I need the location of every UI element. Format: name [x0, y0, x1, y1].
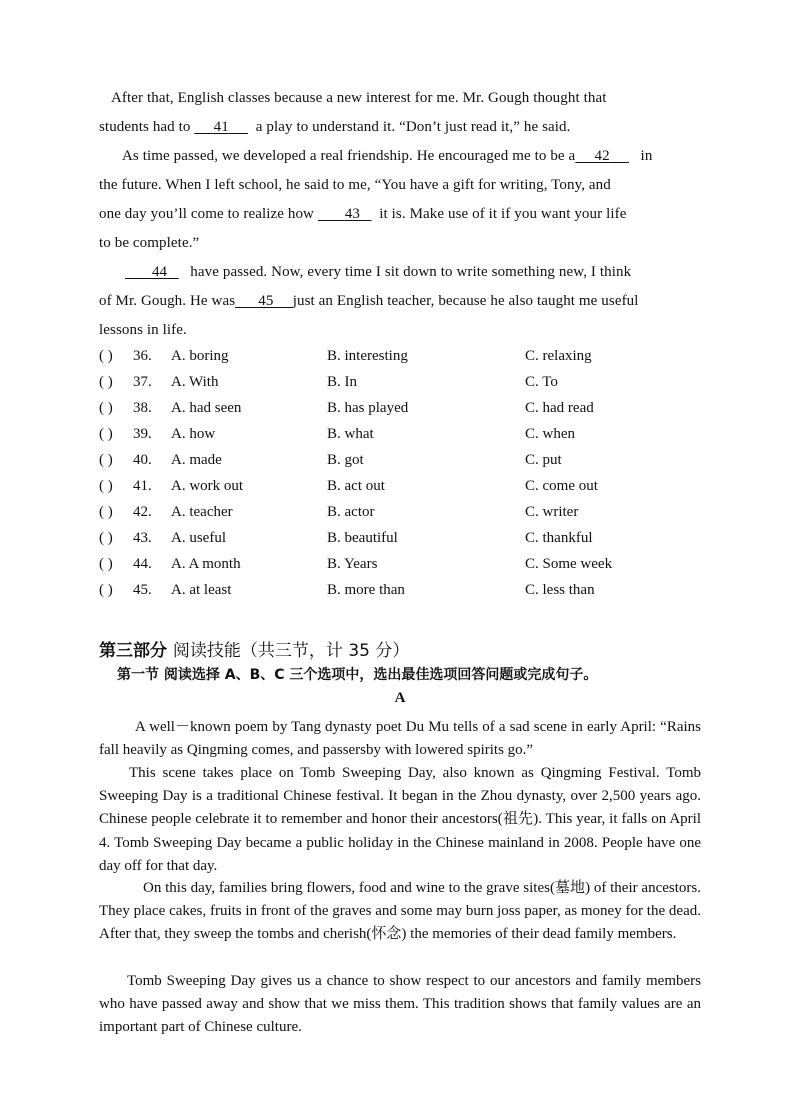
- option-a: A. made: [171, 452, 222, 468]
- question-number: 45.: [133, 582, 152, 598]
- cloze-text: After that, English classes because a new interest for me. Mr. Gough thought that: [111, 90, 607, 106]
- option-c: C. when: [525, 426, 575, 442]
- question-row: [99, 398, 701, 418]
- option-b: B. more than: [327, 582, 405, 598]
- option-c: C. had read: [525, 400, 594, 416]
- option-c: C. writer: [525, 504, 579, 520]
- option-b: B. act out: [327, 478, 385, 494]
- option-a: A. at least: [171, 582, 232, 598]
- answer-bracket[interactable]: ( ): [99, 348, 113, 364]
- option-c: C. less than: [525, 582, 595, 598]
- option-c: C. To: [525, 374, 558, 390]
- question-number: 41.: [133, 478, 152, 494]
- option-a: A. A month: [171, 556, 241, 572]
- option-b: B. got: [327, 452, 364, 468]
- answer-bracket[interactable]: ( ): [99, 504, 113, 520]
- question-row: [99, 580, 701, 600]
- option-a: A. how: [171, 426, 216, 442]
- section-title-rest: 阅读技能（共三节，计 35 分）: [172, 641, 410, 661]
- question-number: 44.: [133, 556, 152, 572]
- reading-paragraph: A well－known poem by Tang dynasty poet Du Mu tells of a sad scene in early April: “Rains fall heavily as Qingming comes, and passersby with lowered spirits go.”: [99, 719, 701, 759]
- reading-paragraph: Tomb Sweeping Day gives us a chance to show respect to our ancestors and family members who have passed away and show that we miss them. This tradition shows that family values are an important part of Chinese culture.: [99, 973, 701, 1036]
- option-c: C. relaxing: [525, 348, 592, 364]
- question-row: [99, 424, 701, 444]
- question-row: [99, 450, 701, 470]
- cloze-line: [99, 204, 701, 224]
- option-a: A. With: [171, 374, 219, 390]
- answer-bracket[interactable]: ( ): [99, 400, 113, 416]
- question-number: 36.: [133, 348, 152, 364]
- reading-paragraph: On this day, families bring flowers, food and wine to the grave sites(墓地) of their ancestors. They place cakes, fruits in front of the graves and some may burn joss paper, as money for the dead. After that, they sweep the tombs and cherish(怀念) the memories of their dead family members.: [99, 880, 701, 943]
- question-row: [99, 372, 701, 392]
- answer-bracket[interactable]: ( ): [99, 374, 113, 390]
- section-subtitle: 第一节 阅读选择 A、B、C 三个选项中，选出最佳选项回答问题或完成句子。: [117, 667, 598, 683]
- cloze-line: [99, 262, 727, 282]
- cloze-text: As time passed, we developed a real friendship. He encouraged me to be a: [122, 148, 576, 164]
- question-number: 42.: [133, 504, 152, 520]
- option-a: A. useful: [171, 530, 226, 546]
- answer-bracket[interactable]: ( ): [99, 556, 113, 572]
- blank-41: 41: [213, 119, 229, 135]
- answer-bracket[interactable]: ( ): [99, 452, 113, 468]
- cloze-line: [99, 88, 713, 108]
- option-b: B. Years: [327, 556, 378, 572]
- option-a: A. teacher: [171, 504, 233, 520]
- option-c: C. come out: [525, 478, 598, 494]
- question-number: 40.: [133, 452, 152, 468]
- answer-bracket[interactable]: ( ): [99, 530, 113, 546]
- option-a: A. had seen: [171, 400, 242, 416]
- option-b: B. actor: [327, 504, 375, 520]
- cloze-line: [99, 175, 701, 195]
- option-c: C. put: [525, 452, 562, 468]
- blank-43: 43: [344, 206, 361, 222]
- cloze-line: [99, 320, 701, 340]
- question-number: 39.: [133, 426, 152, 442]
- section-title-bold: 第三部分: [99, 641, 167, 661]
- cloze-text: just an English teacher, because he also taught me useful: [292, 293, 639, 309]
- cloze-text: to be complete.”: [99, 235, 200, 251]
- blank-44: 44: [151, 264, 168, 280]
- cloze-line: [99, 233, 701, 253]
- question-row: [99, 554, 701, 574]
- reading-paragraph: This scene takes place on Tomb Sweeping Day, also known as Qingming Festival. Tomb Sweeping Day is a traditional Chinese festival. It began in the Zhou dynasty, over 2,500 years ago. Chinese people celebrate it to remember and honor their ancestors(祖先). This year, it falls on April 4. Tomb Sweeping Day became a public holiday in the Chinese mainland in 2008. People have one day off for that day.: [99, 765, 701, 874]
- answer-bracket[interactable]: ( ): [99, 478, 113, 494]
- cloze-text: in: [640, 148, 653, 164]
- option-b: B. what: [327, 426, 374, 442]
- cloze-line: [99, 146, 724, 166]
- question-row: [99, 476, 701, 496]
- cloze-text: have passed. Now, every time I sit down to write something new, I think: [190, 264, 632, 280]
- cloze-text: lessons in life.: [99, 322, 187, 338]
- blank-42: 42: [594, 148, 610, 164]
- blank-45: 45: [258, 293, 274, 309]
- section-title: [99, 636, 409, 661]
- option-a: A. boring: [171, 348, 229, 364]
- option-b: B. beautiful: [327, 530, 398, 546]
- cloze-text: a play to understand it. “Don’t just read it,” he said.: [255, 119, 571, 135]
- passage-label: A: [394, 690, 406, 706]
- answer-bracket[interactable]: ( ): [99, 582, 113, 598]
- option-b: B. In: [327, 374, 357, 390]
- cloze-text: of Mr. Gough. He was: [99, 293, 236, 309]
- cloze-text: the future. When I left school, he said to me, “You have a gift for writing, Tony, and: [99, 177, 611, 193]
- cloze-text: it is. Make use of it if you want your life: [379, 206, 627, 222]
- cloze-text: students had to: [99, 119, 191, 135]
- option-a: A. work out: [171, 478, 244, 494]
- option-c: C. thankful: [525, 530, 593, 546]
- option-c: C. Some week: [525, 556, 613, 572]
- question-row: [99, 502, 701, 522]
- option-b: B. interesting: [327, 348, 408, 364]
- question-row: [99, 528, 701, 548]
- question-number: 43.: [133, 530, 152, 546]
- question-number: 38.: [133, 400, 152, 416]
- question-number: 37.: [133, 374, 152, 390]
- cloze-line: [99, 117, 701, 137]
- cloze-text: one day you’ll come to realize how: [99, 206, 314, 222]
- answer-bracket[interactable]: ( ): [99, 426, 113, 442]
- option-b: B. has played: [327, 400, 409, 416]
- question-row: [99, 346, 701, 366]
- cloze-line: [99, 291, 701, 311]
